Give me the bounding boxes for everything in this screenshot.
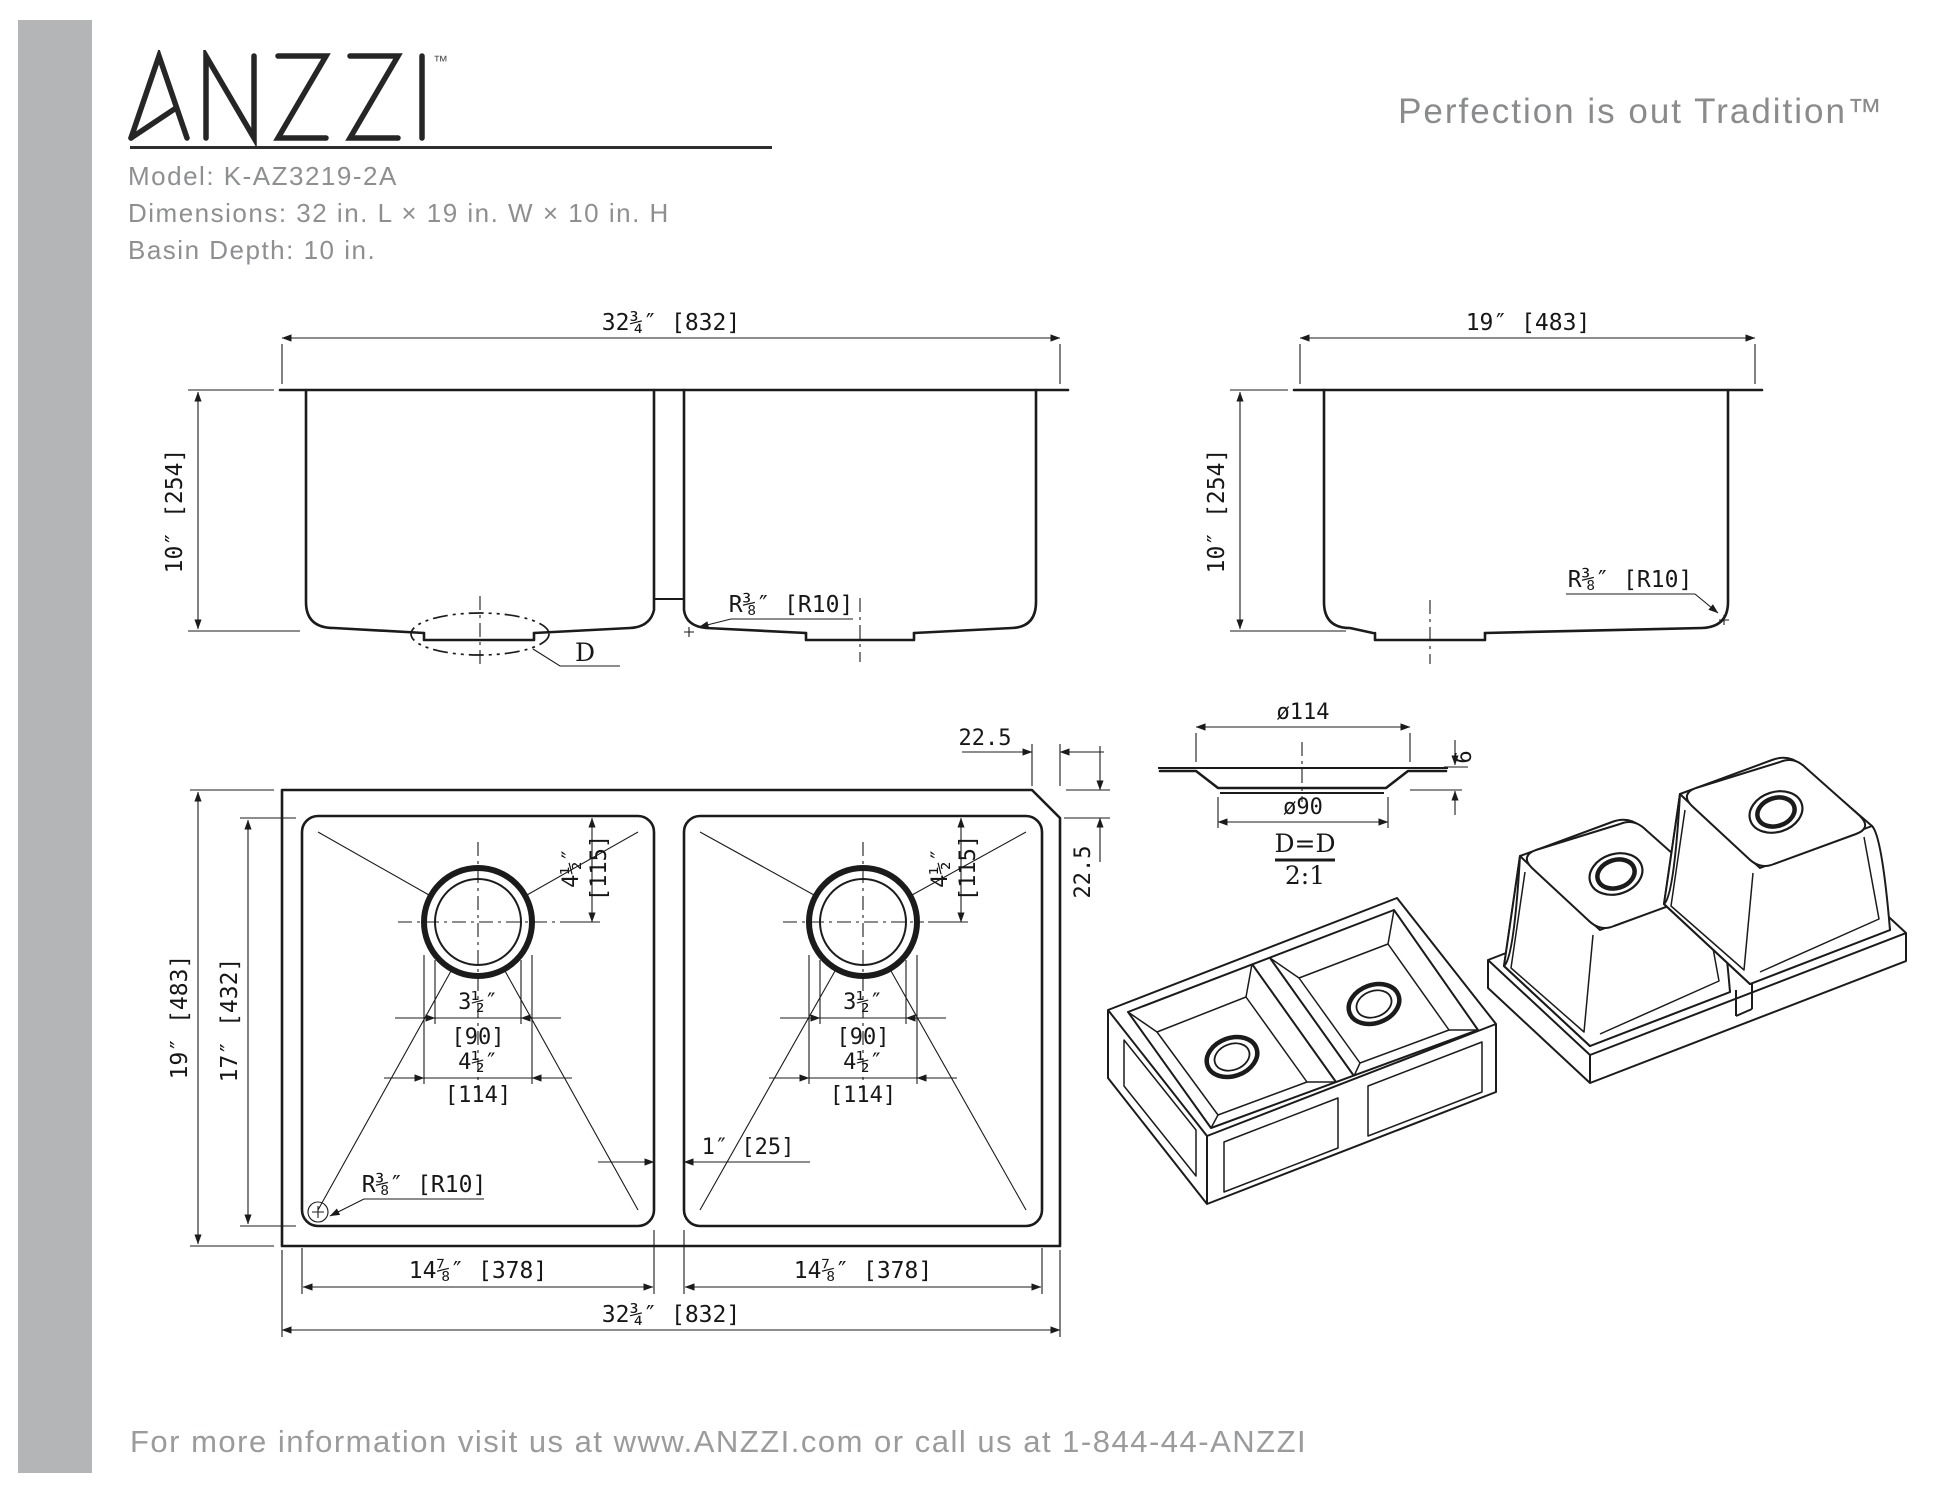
detail-top-dia-dim: ø114 — [1276, 700, 1330, 725]
left-drain-flange-mm: [114] — [444, 1083, 512, 1108]
logo-tm-mark: ™ — [433, 53, 448, 70]
plan-overall-width-dim: 32¾″ [832] — [601, 1302, 741, 1328]
side-radius-dim: R⅜″ [R10] — [1567, 567, 1693, 593]
drain-detail-view — [1158, 700, 1477, 890]
left-drain-offset-mm: [115] — [587, 834, 612, 902]
left-drain-inner-in: 3½″ — [458, 990, 498, 1015]
plan-radius-dim: R⅜″ [R10] — [361, 1172, 487, 1198]
isometric-bottom-view — [1488, 758, 1906, 1083]
right-bowl-width-dim: 14⅞″ [378] — [793, 1258, 933, 1284]
front-width-dim: 32¾″ [832] — [601, 310, 741, 336]
footer-text: For more information visit us at www.ANZZI.com or call us at 1-844-44-ANZZI — [130, 1424, 1308, 1459]
right-drain-offset-mm: [115] — [956, 834, 981, 902]
right-drain-inner-mm: [90] — [836, 1025, 890, 1050]
right-drain-flange-mm: [114] — [829, 1083, 897, 1108]
left-drain-offset-in: 4½″ — [559, 848, 584, 888]
side-view — [1204, 310, 1762, 664]
right-drain-flange-in: 4½″ — [843, 1050, 883, 1075]
model-line: Model: K-AZ3219-2A — [128, 161, 398, 191]
plan-inner-depth-dim: 17″ [432] — [217, 957, 243, 1083]
detail-thickness-dim: 6 — [1452, 750, 1477, 764]
chamfer-top-dim: 22.5 — [958, 726, 1012, 751]
detail-scale: 2:1 — [1284, 861, 1326, 890]
divider-dim: 1″ [25] — [701, 1135, 795, 1160]
left-bowl-width-dim: 14⅞″ [378] — [408, 1258, 548, 1284]
left-drain-inner-mm: [90] — [451, 1025, 505, 1050]
dimensions-line: Dimensions: 32 in. L × 19 in. W × 10 in. H — [128, 198, 670, 228]
front-detail-label: D — [574, 638, 596, 667]
plan-overall-depth-dim: 19″ [483] — [167, 954, 193, 1080]
left-drain-flange-in: 4½″ — [458, 1050, 498, 1075]
brand-tagline: Perfection is out Tradition™ — [1398, 92, 1884, 131]
front-view — [162, 310, 1068, 668]
isometric-top-view — [1108, 898, 1496, 1204]
detail-bottom-dia-dim: ø90 — [1283, 795, 1323, 820]
basin-depth-line: Basin Depth: 10 in. — [128, 235, 377, 265]
front-radius-dim: R⅜″ [R10] — [728, 592, 854, 618]
side-depth-dim: 10″ [254] — [1204, 448, 1230, 574]
chamfer-right-dim: 22.5 — [1071, 845, 1096, 899]
right-drain-inner-in: 3½″ — [843, 990, 883, 1015]
front-depth-dim: 10″ [254] — [162, 448, 188, 574]
right-drain-offset-in: 4½″ — [928, 848, 953, 888]
side-width-dim: 19″ [483] — [1465, 310, 1591, 336]
plan-view — [167, 726, 1110, 1337]
detail-name: D=D — [1274, 829, 1336, 858]
